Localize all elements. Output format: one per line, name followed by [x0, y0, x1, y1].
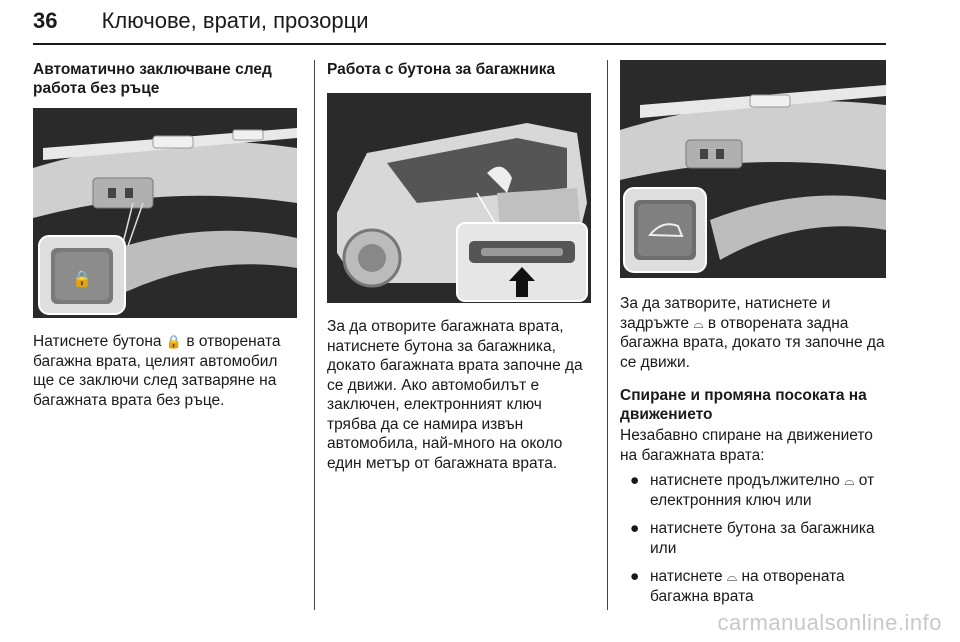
page-title: Ключове, врати, прозорци: [101, 8, 369, 33]
header-rule: [33, 43, 886, 45]
section-heading: Автоматично заключване след работа без ръце: [33, 61, 272, 97]
car-rear-illustration: [327, 93, 591, 303]
column-divider: [607, 60, 608, 610]
tailgate-icon: ⌓: [726, 569, 738, 584]
list-item: ● натиснете ⌓ на отворената багажна врата: [630, 568, 845, 605]
list-item: ● натиснете бутона за багажника или: [630, 520, 875, 557]
page-header: [33, 8, 368, 34]
tailgate-button-illustration: [33, 108, 297, 318]
tailgate-icon: ⌓: [844, 473, 855, 488]
column-1: [33, 60, 301, 410]
column-2: [327, 60, 595, 473]
list-item: ● натиснете продължително ⌓ от електронния ключ или: [630, 472, 875, 509]
paragraph: Незабавно спиране на движението на багажната врата:: [620, 427, 873, 464]
column-divider: [314, 60, 315, 610]
lock-hands-free-icon: 🔒: [165, 334, 183, 349]
paragraph: За да затворите, натиснете и задръжте ⌓ в отворената задна багажна врата, докато тя започне да се движи.: [620, 295, 885, 371]
section-heading: Работа с бутона за багажника: [327, 61, 556, 78]
tailgate-close-button-illustration: [620, 60, 886, 278]
paragraph: Натиснете бутона 🔒 в отворената багажна врата, целият автомобил ще се заключи след затваряне на багажната врата без ръце.: [33, 333, 281, 409]
page-number: 36: [33, 8, 58, 33]
bullet-list: [620, 471, 888, 606]
paragraph: За да отворите багажната врата, натиснете бутона за багажника, докато багажната врата започне да се движи. Ако автомобилът е заключен, електронният ключ трябва да се намира извън автомобила, най-много на около един метър от багажната врата.: [327, 318, 583, 472]
svg-text:🔒: 🔒: [72, 269, 92, 288]
watermark: carmanualsonline.info: [717, 610, 942, 635]
tailgate-icon: ⌓: [693, 315, 704, 331]
column-3: [620, 60, 888, 615]
section-heading: Спиране и промяна посоката на движението: [620, 387, 867, 423]
